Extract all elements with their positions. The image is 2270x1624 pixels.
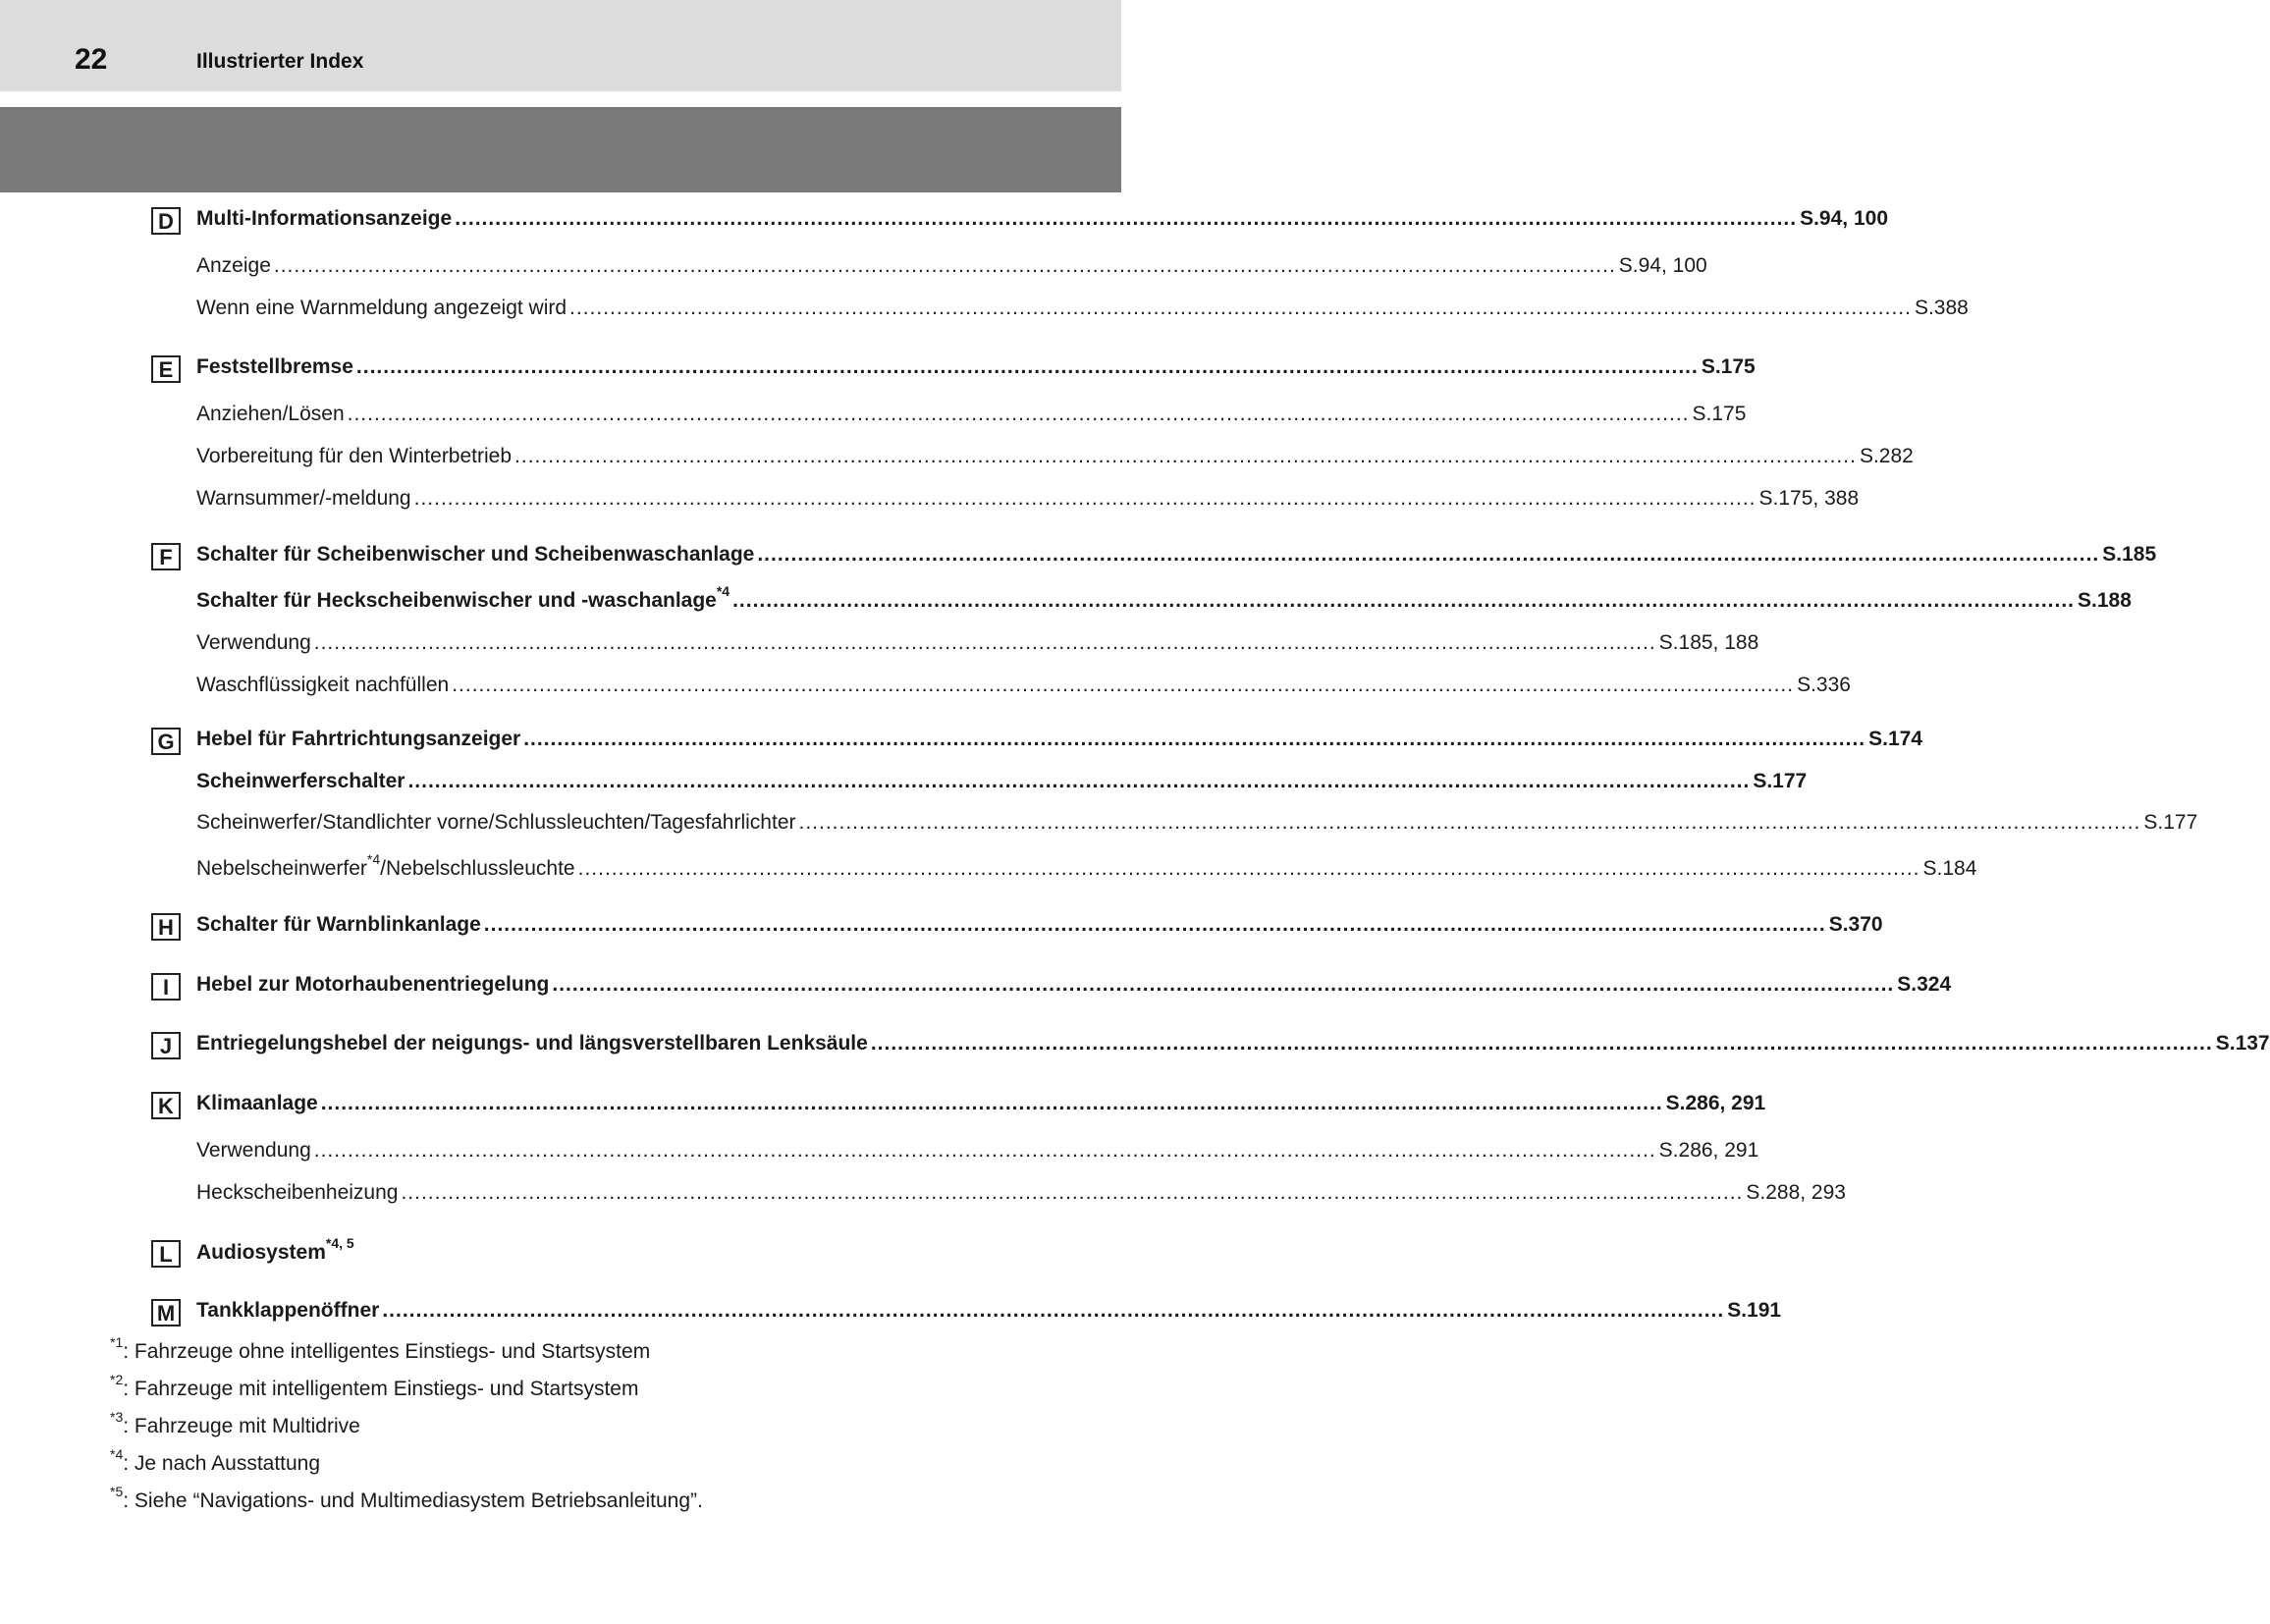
index-entry (196, 292, 1969, 321)
entry-page: S.177 (2143, 811, 2198, 834)
entry-label-text: /Nebelschlussleuchte (380, 857, 575, 880)
footnote-mark: *1 (110, 1334, 124, 1350)
footnote-mark: *3 (110, 1409, 124, 1425)
index-entry (196, 968, 1952, 998)
entry-label (196, 1235, 354, 1266)
footnote-ref: *4 (366, 851, 381, 867)
section-letter-m: M (151, 1299, 181, 1326)
entry-label-text: Schalter für Heckscheibenwischer und -waschanlage (196, 589, 717, 612)
section-letter-d: D (151, 207, 181, 235)
entry-page: S.94, 100 (1800, 207, 1888, 230)
leader-dots: ........................................................................................................................................................................................................ (552, 973, 1895, 996)
footnote-mark: *5 (110, 1484, 124, 1499)
section-letter-j: J (151, 1032, 181, 1059)
footnote (110, 1372, 639, 1402)
index-entry (196, 626, 1759, 656)
index-entry (196, 398, 1747, 427)
leader-dots: ........................................................................................................................................................................................................ (757, 543, 2100, 566)
leader-dots: ........................................................................................................................................................................................................ (355, 355, 1699, 378)
footnote (110, 1334, 651, 1365)
entry-label: Klimaanlage (196, 1092, 318, 1114)
entry-page: S.286, 291 (1658, 1139, 1759, 1162)
leader-dots: ........................................................................................................................................................................................................ (798, 811, 2141, 834)
section-letter-e: E (151, 355, 181, 383)
index-entry (196, 765, 1808, 794)
entry-label: Anzeige (196, 254, 271, 277)
footnote (110, 1409, 360, 1439)
index-entry (196, 806, 2198, 836)
entry-page: S.191 (1727, 1299, 1782, 1322)
entry-page: S.175 (1701, 355, 1756, 378)
leader-dots: ........................................................................................................................................................................................................ (313, 631, 1656, 654)
footnote-mark: *4 (110, 1446, 124, 1462)
entry-page: S.388 (1914, 297, 1969, 319)
section-letter-g: G (151, 728, 181, 755)
entry-page: S.188 (2078, 589, 2132, 612)
leader-dots: ........................................................................................................................................................................................................ (514, 445, 1857, 467)
index-entry (196, 908, 1883, 938)
entry-page: S.324 (1897, 973, 1952, 996)
index-entry (196, 583, 2132, 614)
section-letter-h: H (151, 913, 181, 941)
index-entry (196, 1294, 1782, 1324)
page-header (0, 0, 1121, 91)
footnote-text: : Je nach Ausstattung (123, 1452, 321, 1475)
leader-dots: ........................................................................................................................................................................................................ (320, 1092, 1663, 1114)
footnote-ref: *4, 5 (325, 1235, 354, 1251)
entry-page: S.370 (1828, 913, 1883, 936)
index-entry (196, 249, 1707, 279)
entry-label: Heckscheibenheizung (196, 1181, 399, 1204)
entry-label: Scheinwerferschalter (196, 770, 405, 792)
entry-page: S.185 (2102, 543, 2157, 566)
leader-dots: ........................................................................................................................................................................................................ (273, 254, 1616, 277)
entry-label: Multi-Informationsanzeige (196, 207, 453, 230)
index-entry (196, 1236, 962, 1266)
index-entry (196, 440, 1914, 469)
leader-dots: ........................................................................................................................................................................................................ (569, 297, 1912, 319)
leader-dots: ........................................................................................................................................................................................................ (577, 857, 1920, 880)
entry-label: Vorbereitung für den Winterbetrieb (196, 445, 513, 467)
entry-label: Verwendung (196, 631, 311, 654)
entry-label-text: Nebelscheinwerfer (196, 857, 367, 880)
entry-label: Wenn eine Warnmeldung angezeigt wird (196, 297, 568, 319)
index-entry (196, 851, 1977, 882)
index-entry (196, 482, 1860, 512)
leader-dots: ........................................................................................................................................................................................................ (523, 728, 1866, 750)
entry-page: S.175 (1692, 403, 1747, 425)
entry-page: S.177 (1753, 770, 1808, 792)
entry-page: S.286, 291 (1665, 1092, 1766, 1114)
index-entry (196, 202, 1888, 232)
footnote (110, 1446, 321, 1477)
footnote-text: : Fahrzeuge mit intelligentem Einstiegs- und Startsystem (123, 1378, 639, 1400)
leader-dots: ........................................................................................................................................................................................................ (455, 207, 1798, 230)
page-number: 22 (75, 43, 108, 76)
entry-label: Warnsummer/-meldung (196, 487, 411, 510)
section-letter-l: L (151, 1240, 181, 1268)
index-entry (196, 1134, 1759, 1164)
entry-label: Entriegelungshebel der neigungs- und längsverstellbaren Lenksäule (196, 1032, 868, 1055)
footnote-ref: *4 (716, 583, 730, 599)
entry-page: S.174 (1868, 728, 1923, 750)
entry-label: Feststellbremse (196, 355, 353, 378)
entry-label: Scheinwerfer/Standlichter vorne/Schlussleuchten/Tagesfahrlichter (196, 811, 796, 834)
entry-label: Schalter für Scheibenwischer und Scheibenwaschanlage (196, 543, 755, 566)
leader-dots: ........................................................................................................................................................................................................ (401, 1181, 1744, 1204)
header-band (0, 107, 1121, 192)
entry-label: Waschflüssigkeit nachfüllen (196, 674, 450, 696)
entry-page: S.137 (2215, 1032, 2270, 1055)
entry-label: Anziehen/Lösen (196, 403, 345, 425)
footnote-mark: *2 (110, 1372, 124, 1387)
index-entry (196, 1027, 2270, 1056)
index-entry (196, 351, 1756, 380)
footnote-text: : Fahrzeuge ohne intelligentes Einstiegs- und Startsystem (123, 1340, 651, 1363)
page-title: Illustrierter Index (196, 50, 364, 73)
entry-label-text: Audiosystem (196, 1241, 326, 1264)
index-entry (196, 538, 2157, 568)
leader-dots: ........................................................................................................................................................................................................ (483, 913, 1826, 936)
leader-dots: ........................................................................................................................................................................................................ (407, 770, 1751, 792)
entry-label: Hebel zur Motorhaubenentriegelung (196, 973, 550, 996)
index-entry (196, 1087, 1766, 1116)
entry-label: Hebel für Fahrtrichtungsanzeiger (196, 728, 521, 750)
leader-dots: ........................................................................................................................................................................................................ (452, 674, 1795, 696)
entry-page: S.185, 188 (1658, 631, 1759, 654)
footnote-text: : Fahrzeuge mit Multidrive (123, 1415, 360, 1437)
leader-dots: ........................................................................................................................................................................................................ (413, 487, 1757, 510)
index-entry (196, 669, 1851, 698)
entry-page: S.282 (1859, 445, 1914, 467)
entry-label (196, 851, 575, 882)
leader-dots: ........................................................................................................................................................................................................ (347, 403, 1690, 425)
section-letter-i: I (151, 973, 181, 1001)
leader-dots: ........................................................................................................................................................................................................ (382, 1299, 1725, 1322)
footnote-text: : Siehe “Navigations- und Multimediasystem Betriebsanleitung”. (123, 1489, 703, 1512)
entry-label: Schalter für Warnblinkanlage (196, 913, 481, 936)
leader-dots: ........................................................................................................................................................................................................ (313, 1139, 1656, 1162)
index-entry (196, 1176, 1846, 1206)
section-letter-k: K (151, 1092, 181, 1119)
entry-label: Tankklappenöffner (196, 1299, 380, 1322)
entry-page: S.175, 388 (1758, 487, 1860, 510)
entry-page: S.184 (1922, 857, 1977, 880)
entry-page: S.94, 100 (1618, 254, 1707, 277)
index-entry (196, 723, 1923, 752)
entry-label: Verwendung (196, 1139, 311, 1162)
entry-page: S.288, 293 (1746, 1181, 1846, 1204)
leader-dots: ........................................................................................................................................................................................................ (732, 589, 2075, 612)
section-letter-f: F (151, 543, 181, 570)
entry-label (196, 583, 730, 614)
footnote (110, 1484, 703, 1514)
entry-page: S.336 (1797, 674, 1851, 696)
leader-dots: ........................................................................................................................................................................................................ (870, 1032, 2213, 1055)
